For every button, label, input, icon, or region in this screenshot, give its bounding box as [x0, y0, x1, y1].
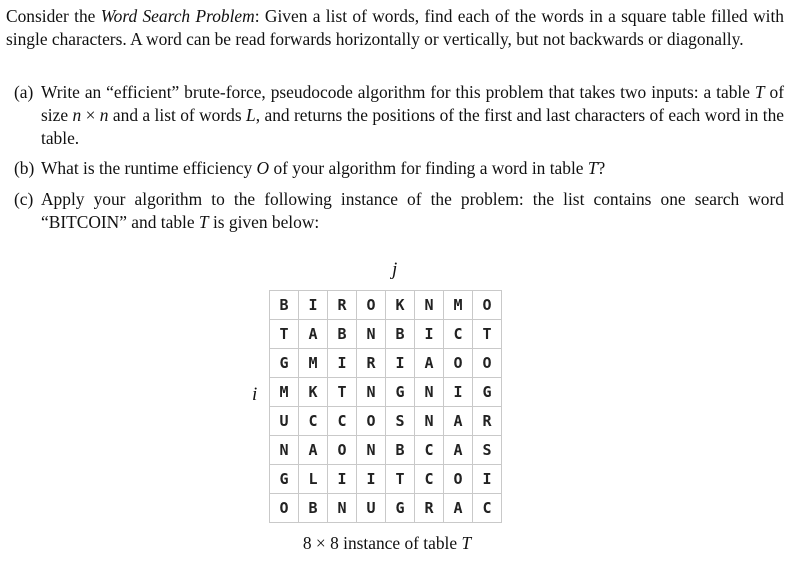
grid-cell: G — [473, 378, 502, 407]
grid-row — [270, 291, 502, 320]
grid-cell: O — [473, 349, 502, 378]
grid-cell: I — [386, 349, 415, 378]
grid-cell: T — [328, 378, 357, 407]
grid-cell: N — [357, 436, 386, 465]
grid-cell: C — [299, 407, 328, 436]
grid-cell: C — [444, 320, 473, 349]
grid-cell: A — [299, 320, 328, 349]
grid-cell: I — [299, 291, 328, 320]
grid-cell: C — [328, 407, 357, 436]
question-text: What is the runtime efficiency O of your algorithm for finding a word in table T? — [41, 158, 606, 178]
grid-cell: I — [357, 465, 386, 494]
grid-cell: B — [299, 494, 328, 523]
grid-row — [270, 320, 502, 349]
question-text: Apply your algorithm to the following instance of the problem: the list contains one search word “BITCOIN” and table T is given below: — [41, 189, 784, 232]
grid-cell: G — [270, 465, 299, 494]
grid-row — [270, 407, 502, 436]
grid-cell: B — [270, 291, 299, 320]
problem-intro — [6, 5, 784, 51]
grid-cell: N — [357, 320, 386, 349]
grid-cell: I — [328, 465, 357, 494]
grid-cell: N — [415, 378, 444, 407]
grid-cell: N — [328, 494, 357, 523]
grid-cell: R — [357, 349, 386, 378]
grid-cell: O — [473, 291, 502, 320]
grid-cell: N — [270, 436, 299, 465]
grid-cell: K — [299, 378, 328, 407]
grid-cell: S — [386, 407, 415, 436]
grid-cell: R — [415, 494, 444, 523]
grid-cell: A — [444, 494, 473, 523]
grid-cell: T — [386, 465, 415, 494]
grid-row — [270, 378, 502, 407]
grid-cell: M — [444, 291, 473, 320]
grid-cell: N — [357, 378, 386, 407]
grid-cell: G — [386, 494, 415, 523]
grid-cell: R — [328, 291, 357, 320]
grid-cell: N — [415, 407, 444, 436]
grid-cell: M — [299, 349, 328, 378]
grid-row — [270, 436, 502, 465]
grid-cell: O — [270, 494, 299, 523]
grid-cell: T — [270, 320, 299, 349]
grid-cell: A — [415, 349, 444, 378]
problem-name: Word Search Problem — [100, 6, 255, 26]
intro-prefix: Consider the — [6, 6, 101, 26]
grid-cell: I — [415, 320, 444, 349]
grid-cell: B — [386, 436, 415, 465]
grid-cell: N — [415, 291, 444, 320]
grid-cell: M — [270, 378, 299, 407]
grid-cell: O — [357, 407, 386, 436]
grid-cell: I — [328, 349, 357, 378]
grid-cell: S — [473, 436, 502, 465]
table-caption: 8 × 8 instance of table T — [302, 533, 472, 553]
grid-cell: U — [357, 494, 386, 523]
grid-cell: R — [473, 407, 502, 436]
grid-cell: I — [473, 465, 502, 494]
grid-cell: G — [270, 349, 299, 378]
grid-cell: C — [415, 436, 444, 465]
question-label: (c) — [14, 189, 34, 209]
grid-cell: O — [444, 349, 473, 378]
grid-cell: A — [444, 436, 473, 465]
grid-cell: U — [270, 407, 299, 436]
grid-cell: G — [386, 378, 415, 407]
grid-cell: L — [299, 465, 328, 494]
grid-cell: A — [444, 407, 473, 436]
intro-rest: : Given a list of words, find each of the words in a square table filled with single characters. A word can be read forwards horizontally or vertically, but not backwards or diagonally. — [6, 6, 784, 49]
grid-cell: B — [386, 320, 415, 349]
grid-row — [270, 465, 502, 494]
grid-cell: C — [473, 494, 502, 523]
letter-table — [269, 290, 502, 523]
column-axis-label: j — [392, 259, 398, 280]
grid-row — [270, 349, 502, 378]
question-label: (a) — [14, 82, 34, 102]
grid-cell: K — [386, 291, 415, 320]
grid-cell: C — [415, 465, 444, 494]
grid-cell: O — [444, 465, 473, 494]
question-label: (b) — [14, 158, 35, 178]
grid-cell: T — [473, 320, 502, 349]
grid-cell: O — [357, 291, 386, 320]
grid-cell: B — [328, 320, 357, 349]
question-text: Write an “efficient” brute-force, pseudocode algorithm for this problem that takes two inputs: a table T of size n × n and a list of words L, and returns the positions of the first and last characters of each word in the table. — [41, 82, 784, 148]
grid-row — [270, 494, 502, 523]
grid-cell: O — [328, 436, 357, 465]
row-axis-label: i — [252, 384, 258, 405]
grid-cell: I — [444, 378, 473, 407]
word-grid — [269, 290, 502, 523]
grid-cell: A — [299, 436, 328, 465]
